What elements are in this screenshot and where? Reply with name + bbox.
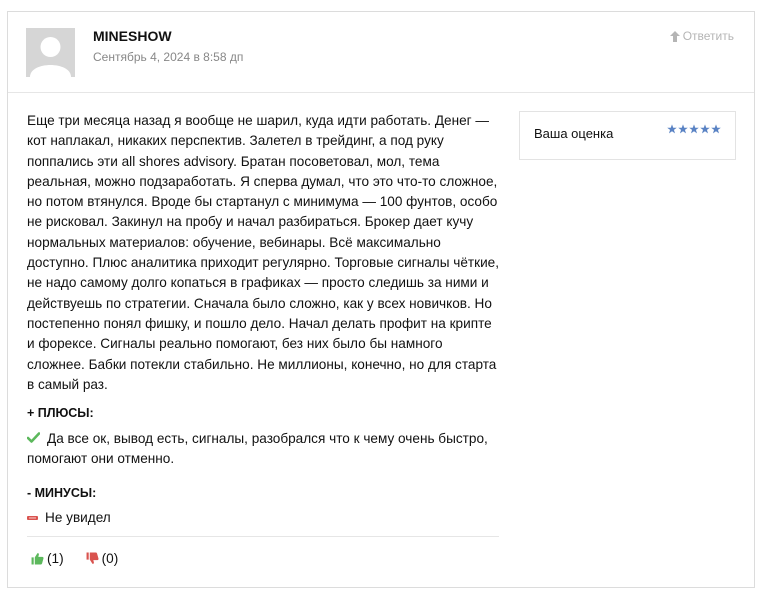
star-icon bbox=[667, 124, 677, 134]
default-user-icon bbox=[26, 28, 75, 77]
star-icon bbox=[678, 124, 688, 134]
vote-up-count: (1) bbox=[47, 551, 64, 566]
reply-arrow-icon bbox=[670, 31, 680, 42]
star-icon bbox=[711, 124, 721, 134]
star-icon bbox=[689, 124, 699, 134]
cons-title: - МИНУСЫ: bbox=[27, 486, 97, 500]
pros-text: Да все ок, вывод есть, сигналы, разобрался что к чему очень быстро, помогают они отменно. bbox=[27, 431, 488, 467]
cons-item bbox=[27, 508, 111, 528]
rating-label: Ваша оценка bbox=[534, 126, 614, 141]
reply-label: Ответить bbox=[682, 29, 734, 43]
star-icon bbox=[700, 124, 710, 134]
rating-box bbox=[519, 111, 736, 160]
pros-item bbox=[27, 429, 507, 470]
reply-button[interactable] bbox=[670, 29, 734, 43]
minus-icon bbox=[27, 516, 38, 521]
author-name: MINESHOW bbox=[93, 28, 172, 44]
check-icon bbox=[27, 432, 40, 443]
votes-divider bbox=[27, 536, 499, 537]
review-text: Еще три месяца назад я вообще не шарил, куда идти работать. Денег — кот наплакал, никаких перспектив. Залетел в трейдинг, а под руку поппались эти all shores advisory. Братан посоветовал, мол, тема реальная, можно подзаработать. Я сперва думал, что это что-то сложное, но потом втянулся. Вроде бы стартанул с минимума — 100 фунтов, особо не рисковал. Закинул на пробу и начал разбираться. Брокер дает кучу нормальных материалов: обучение, вебинары. Всё максимально доступно. Плюс аналитика приходит регулярно. Торговые сигналы чёткие, не надо самому долго копаться в графиках — просто следишь за ними и действуешь по стратегии. Сначала было сложно, как у всех новичков. Но постепенно понял фишку, и пошло дело. Начал делать профит на крипте и форексе. Сигналы реально помогают, без них было бы намного сложнее. Бабки потекли стабильно. Не миллионы, конечно, но для старта в самый раз. bbox=[27, 113, 500, 392]
thumbs-up-icon bbox=[31, 552, 44, 565]
review-header bbox=[8, 12, 754, 93]
rating-stars bbox=[667, 124, 721, 134]
vote-up-button[interactable] bbox=[31, 551, 64, 566]
cons-text: Не увидел bbox=[45, 510, 111, 525]
votes bbox=[31, 551, 118, 566]
review-date: Сентябрь 4, 2024 в 8:58 дп bbox=[93, 50, 244, 64]
avatar bbox=[26, 28, 75, 77]
vote-down-count: (0) bbox=[101, 551, 119, 566]
vote-down-button[interactable] bbox=[86, 551, 119, 566]
pros-title: + ПЛЮСЫ: bbox=[27, 406, 94, 420]
review-card bbox=[7, 11, 755, 588]
thumbs-down-icon bbox=[86, 552, 99, 565]
